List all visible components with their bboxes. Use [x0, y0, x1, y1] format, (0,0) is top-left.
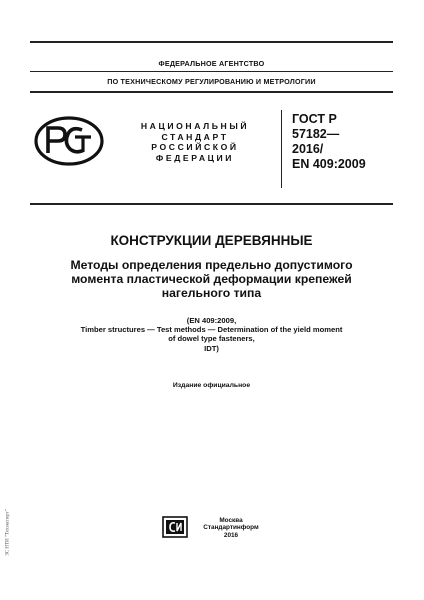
national-standard-label: [130, 121, 260, 163]
national-standard-line: РОССИЙСКОЙ: [151, 142, 239, 152]
header-bottom-rule: [30, 91, 393, 93]
designation-line: 2016/: [292, 142, 324, 156]
side-watermark: ЗС НТИ "Техэксперт": [5, 509, 11, 556]
national-standard-line: СТАНДАРТ: [161, 131, 229, 142]
subtitle-line: момента пластической деформации крепежей: [71, 272, 352, 286]
standard-designation: [292, 112, 392, 172]
subtitle-line: Методы определения предельно допустимого: [70, 258, 353, 272]
designation-line: ГОСТ Р: [292, 112, 337, 126]
publisher-logo: [162, 516, 188, 538]
subtitle-line: нагельного типа: [161, 286, 262, 300]
publisher-line: Москва: [219, 517, 243, 524]
national-standard-line: ФЕДЕРАЦИИ: [155, 152, 235, 163]
english-line: of dowel type fasteners,: [168, 334, 255, 344]
agency-divider: [30, 71, 393, 72]
official-edition: Издание официальное: [172, 382, 251, 389]
standartinform-logo-icon: [162, 516, 188, 538]
designation-line: EN 409:2009: [292, 157, 366, 171]
standard-block-rule: [30, 203, 393, 205]
gost-r-logo-icon: [34, 116, 104, 166]
publisher-info: [196, 517, 266, 539]
top-rule: [30, 41, 393, 43]
publisher-line: 2016: [223, 531, 239, 539]
english-line: IDT): [204, 343, 219, 353]
english-line: (EN 409:2009,: [186, 316, 237, 325]
agency-line-2: ПО ТЕХНИЧЕСКОМУ РЕГУЛИРОВАНИЮ И МЕТРОЛОГИИ: [107, 77, 316, 86]
national-standard-line: НАЦИОНАЛЬНЫЙ: [140, 121, 250, 131]
agency-line-1: ФЕДЕРАЛЬНОЕ АГЕНТСТВО: [158, 59, 265, 68]
english-title: [30, 316, 393, 353]
english-line: Timber structures — Test methods — Determination of the yield moment: [80, 325, 343, 335]
gost-r-logo: [34, 116, 104, 166]
publisher-line: Стандартинформ: [203, 524, 259, 532]
vertical-divider: [281, 110, 282, 188]
document-title: КОНСТРУКЦИИ ДЕРЕВЯННЫЕ: [110, 233, 313, 248]
designation-line: 57182—: [292, 127, 340, 141]
document-subtitle: [30, 258, 393, 300]
